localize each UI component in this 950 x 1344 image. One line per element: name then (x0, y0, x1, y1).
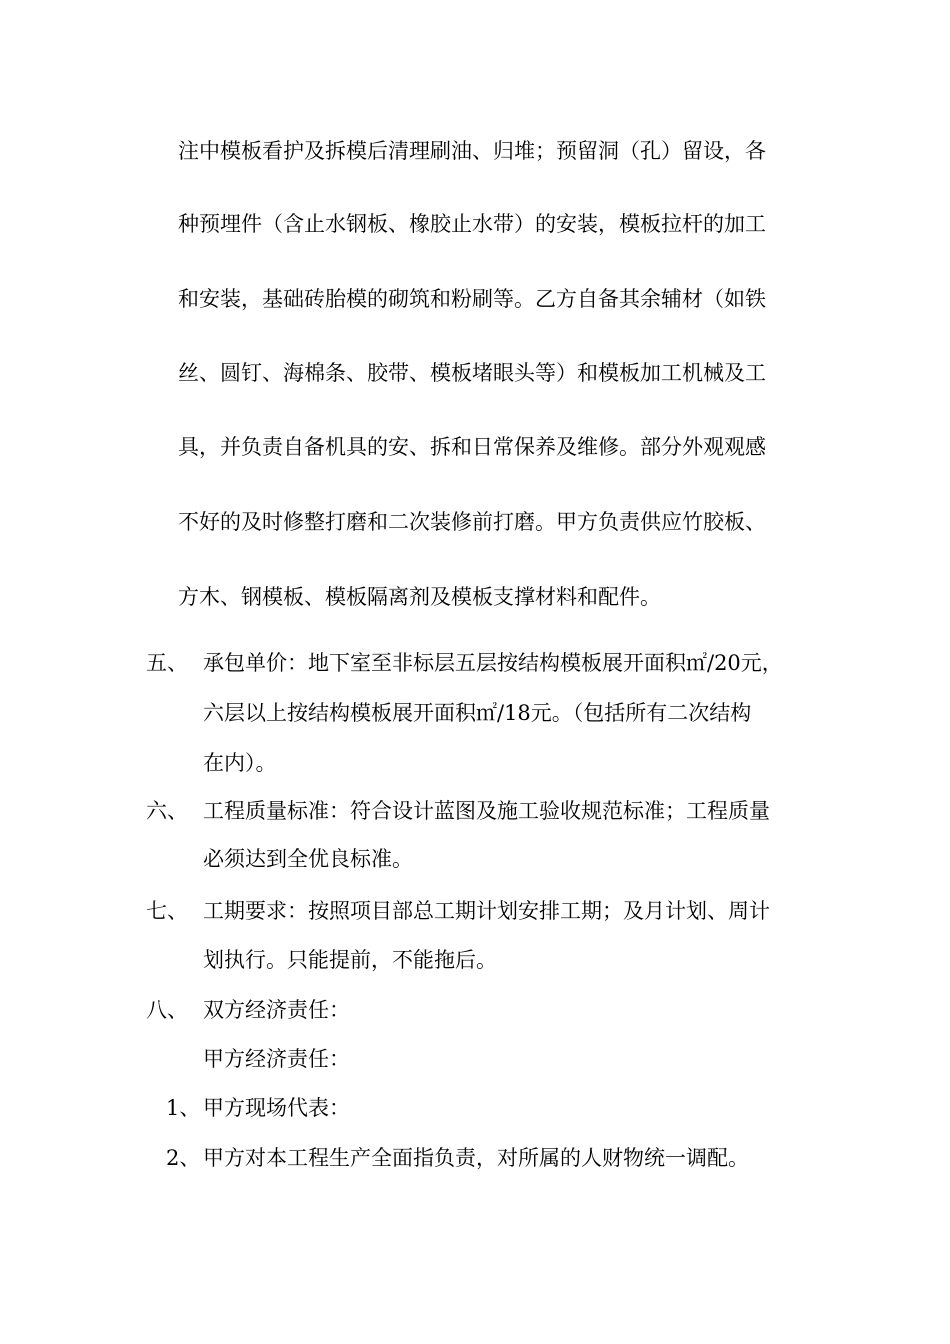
paragraph-line: 具，并负责自备机具的安、拆和日常保养及维修。部分外观观感 (178, 435, 766, 459)
item-line: 必须达到全优良标准。 (203, 847, 413, 871)
item-line: 六层以上按结构模板展开面积㎡/18元。（包括所有二次结构 (203, 701, 752, 725)
item-line: 划执行。只能提前，不能拖后。 (203, 948, 497, 972)
item-line: 工程质量标准：符合设计蓝图及施工验收规范标准；工程质量 (203, 799, 770, 823)
item-number: 五、 (146, 651, 188, 675)
item-number: 八、 (146, 998, 188, 1022)
item-number: 七、 (146, 899, 188, 923)
sub-item-text: 甲方现场代表： (203, 1096, 350, 1120)
sub-item-number: 2、 (166, 1146, 201, 1170)
subsection-heading: 甲方经济责任： (203, 1047, 350, 1071)
paragraph-line: 不好的及时修整打磨和二次装修前打磨。甲方负责供应竹胶板、 (178, 510, 766, 534)
item-line: 双方经济责任： (203, 998, 350, 1022)
paragraph-line: 方木、钢模板、模板隔离剂及模板支撑材料和配件。 (178, 585, 661, 609)
sub-item-number: 1、 (166, 1096, 201, 1120)
item-line: 工期要求：按照项目部总工期计划安排工期；及月计划、周计 (203, 899, 770, 923)
paragraph-line: 注中模板看护及拆模后清理刷油、归堆；预留洞（孔）留设，各 (178, 139, 766, 163)
item-number: 六、 (146, 799, 188, 823)
paragraph-line: 丝、圆钉、海棉条、胶带、模板堵眼头等）和模板加工机械及工 (178, 361, 766, 385)
paragraph-line: 种预埋件（含止水钢板、橡胶止水带）的安装，模板拉杆的加工 (178, 212, 766, 236)
sub-item-text: 甲方对本工程生产全面指负责，对所属的人财物统一调配。 (203, 1146, 749, 1170)
item-line: 在内）。 (203, 751, 277, 775)
item-line: 承包单价：地下室至非标层五层按结构模板展开面积㎡/20元， (203, 651, 783, 675)
paragraph-line: 和安装，基础砖胎模的砌筑和粉刷等。乙方自备其余辅材（如铁 (178, 287, 766, 311)
